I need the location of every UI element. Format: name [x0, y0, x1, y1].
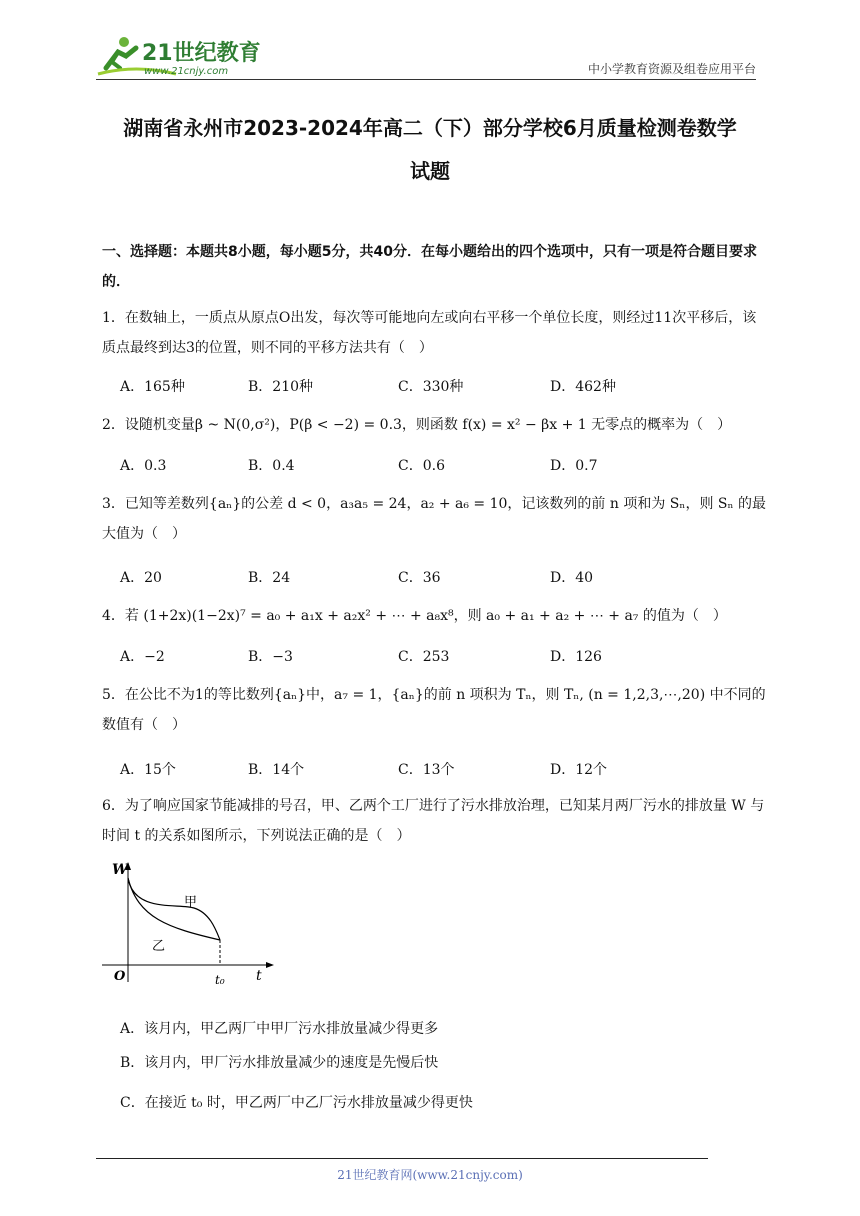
header-divider — [96, 79, 756, 80]
option-d: D．40 — [550, 570, 594, 586]
curve-yi-label: 乙 — [152, 939, 166, 954]
logo-url: www.21cnjy.com — [144, 66, 229, 77]
option-a: A．20 — [120, 570, 162, 586]
question-6-option-c: C．在接近 t₀ 时，甲乙两厂中乙厂污水排放量减少得更快 — [120, 1095, 473, 1111]
x-axis-label: t — [256, 968, 262, 984]
option-b: B．14个 — [248, 762, 305, 778]
option-b: B．0.4 — [248, 458, 295, 474]
section-heading: 一、选择题：本题共8小题，每小题5分，共40分．在每小题给出的四个选项中，只有一项是符合题目要求的． — [102, 244, 757, 290]
question-5: 5．在公比不为1的等比数列{aₙ}中，a₇ = 1，{aₙ}的前 n 项积为 Tₙ，则 Tₙ, (n = 1,2,3,⋯,20) 中不同的数值有（ ） — [102, 687, 766, 733]
curve-yi — [128, 878, 220, 940]
option-a: A．0.3 — [120, 458, 167, 474]
option-c: C．13个 — [398, 762, 455, 778]
option-c: C．330种 — [398, 379, 464, 395]
question-6: 6．为了响应国家节能减排的号召，甲、乙两个工厂进行了污水排放治理，已知某月两厂污水的排放量 W 与时间 t 的关系如图所示，下列说法正确的是（ ） — [102, 798, 765, 844]
page-title-line1: 湖南省永州市2023-2024年高二（下）部分学校6月质量检测卷数学 — [123, 116, 737, 140]
origin-label: O — [114, 969, 126, 984]
y-axis-label: W — [112, 862, 128, 878]
question-6-option-b: B．该月内，甲厂污水排放量减少的速度是先慢后快 — [120, 1055, 439, 1071]
option-a: A．−2 — [120, 649, 165, 665]
page-title-line2: 试题 — [410, 159, 450, 183]
option-c: C．253 — [398, 649, 450, 665]
option-d: D．462种 — [550, 379, 616, 395]
option-a: A．165种 — [120, 379, 185, 395]
footer-divider — [96, 1158, 708, 1159]
t0-label: t₀ — [215, 973, 225, 987]
option-a: A．15个 — [120, 762, 176, 778]
option-c: C．0.6 — [398, 458, 445, 474]
question-1: 1．在数轴上，一质点从原点O出发，每次等可能地向左或向右平移一个单位长度，则经过11次平移后，该质点最终到达3的位置，则不同的平移方法共有（ ） — [102, 310, 757, 356]
emission-graph — [98, 858, 278, 990]
option-b: B．24 — [248, 570, 291, 586]
question-2: 2．设随机变量β ~ N(0,σ²)，P(β < −2) = 0.3，则函数 f(x) = x² − βx + 1 无零点的概率为（ ） — [102, 417, 732, 433]
footer-link[interactable]: 21世纪教育网(www.21cnjy.com) — [337, 1168, 523, 1182]
site-logo — [96, 34, 266, 78]
x-axis-arrow-icon — [266, 962, 274, 968]
header-platform-text: 中小学教育资源及组卷应用平台 — [587, 62, 756, 76]
logo-text: 21世纪教育 — [142, 41, 261, 66]
option-c: C．36 — [398, 570, 441, 586]
option-b: B．210种 — [248, 379, 314, 395]
option-d: D．12个 — [550, 762, 608, 778]
curve-jia-label: 甲 — [184, 895, 198, 910]
question-3: 3．已知等差数列{aₙ}的公差 d < 0，a₃a₅ = 24，a₂ + a₆ = 10，记该数列的前 n 项和为 Sₙ，则 Sₙ 的最大值为（ ） — [102, 496, 766, 542]
curve-jia — [128, 878, 220, 940]
question-6-option-a: A．该月内，甲乙两厂中甲厂污水排放量减少得更多 — [120, 1021, 439, 1037]
runner-logo-icon — [96, 34, 266, 78]
option-b: B．−3 — [248, 649, 293, 665]
option-d: D．0.7 — [550, 458, 598, 474]
question-4: 4．若 (1+2x)(1−2x)⁷ = a₀ + a₁x + a₂x² + ⋯ + a₈x⁸，则 a₀ + a₁ + a₂ + ⋯ + a₇ 的值为（ ） — [102, 608, 727, 624]
option-d: D．126 — [550, 649, 602, 665]
